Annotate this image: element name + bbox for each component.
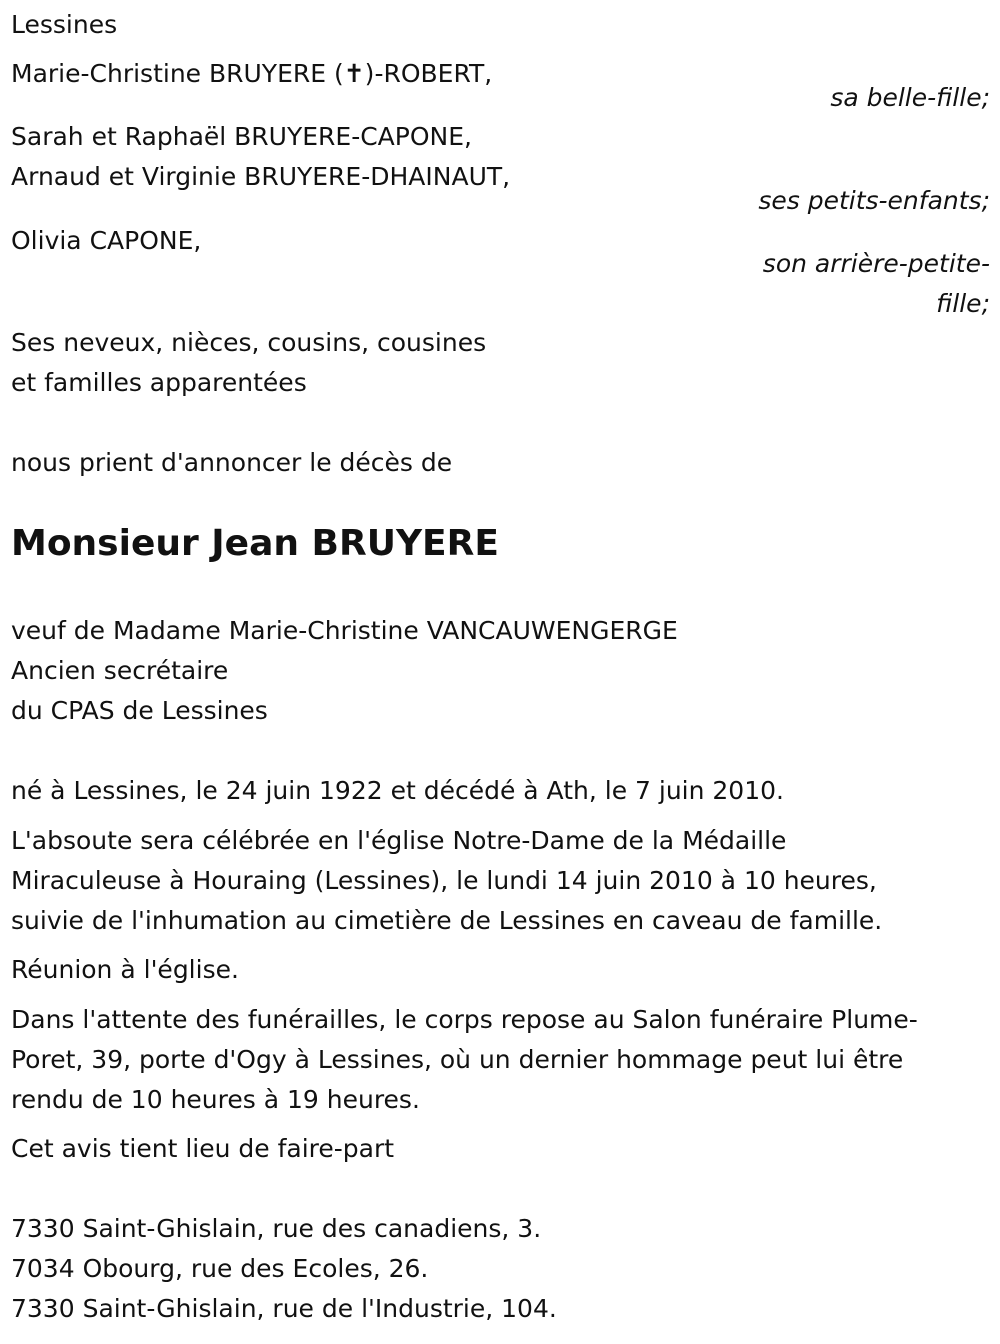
meeting-line: Réunion à l'église. [11, 955, 239, 984]
grandchildren-role: ses petits-enfants; [758, 186, 990, 215]
address-line: 7330 Saint-Ghislain, rue des canadiens, 3. [11, 1214, 542, 1243]
viewing-line: Poret, 39, porte d'Ogy à Lessines, où un dernier hommage peut lui être [11, 1045, 904, 1074]
great-granddaughter-name: Olivia CAPONE, [11, 226, 202, 255]
address-line: 7034 Obourg, rue des Ecoles, 26. [11, 1254, 429, 1283]
deceased-name: Monsieur Jean BRUYERE [11, 523, 499, 564]
town-label: Lessines [11, 10, 118, 39]
deceased-detail: veuf de Madame Marie-Christine VANCAUWENGERGE [11, 616, 678, 645]
announcement-intro: nous prient d'annoncer le décès de [11, 448, 453, 477]
birth-death-line: né à Lessines, le 24 juin 1922 et décédé à Ath, le 7 juin 2010. [11, 776, 784, 805]
grandchild-line: Arnaud et Virginie BRUYERE-DHAINAUT, [11, 162, 511, 191]
relatives-line: Ses neveux, nièces, cousins, cousines [11, 328, 487, 357]
daughter-in-law-role: sa belle-fille; [830, 83, 990, 112]
ceremony-line: L'absoute sera célébrée en l'église Notre-Dame de la Médaille [11, 826, 787, 855]
viewing-line: Dans l'attente des funérailles, le corps repose au Salon funéraire Plume- [11, 1005, 918, 1034]
great-granddaughter-role-continued: fille; [936, 289, 990, 318]
grandchild-line: Sarah et Raphaël BRUYERE-CAPONE, [11, 122, 472, 151]
ceremony-line: Miraculeuse à Houraing (Lessines), le lundi 14 juin 2010 à 10 heures, [11, 866, 877, 895]
address-line: 7330 Saint-Ghislain, rue de l'Industrie, 104. [11, 1294, 557, 1323]
relatives-line: et familles apparentées [11, 368, 307, 397]
deceased-detail: Ancien secrétaire [11, 656, 229, 685]
daughter-in-law-name: Marie-Christine BRUYERE (✝)-ROBERT, [11, 59, 493, 88]
notice-line: Cet avis tient lieu de faire-part [11, 1134, 395, 1163]
viewing-line: rendu de 10 heures à 19 heures. [11, 1085, 420, 1114]
ceremony-line: suivie de l'inhumation au cimetière de Lessines en caveau de famille. [11, 906, 883, 935]
deceased-detail: du CPAS de Lessines [11, 696, 268, 725]
great-granddaughter-role: son arrière-petite- [762, 249, 990, 278]
